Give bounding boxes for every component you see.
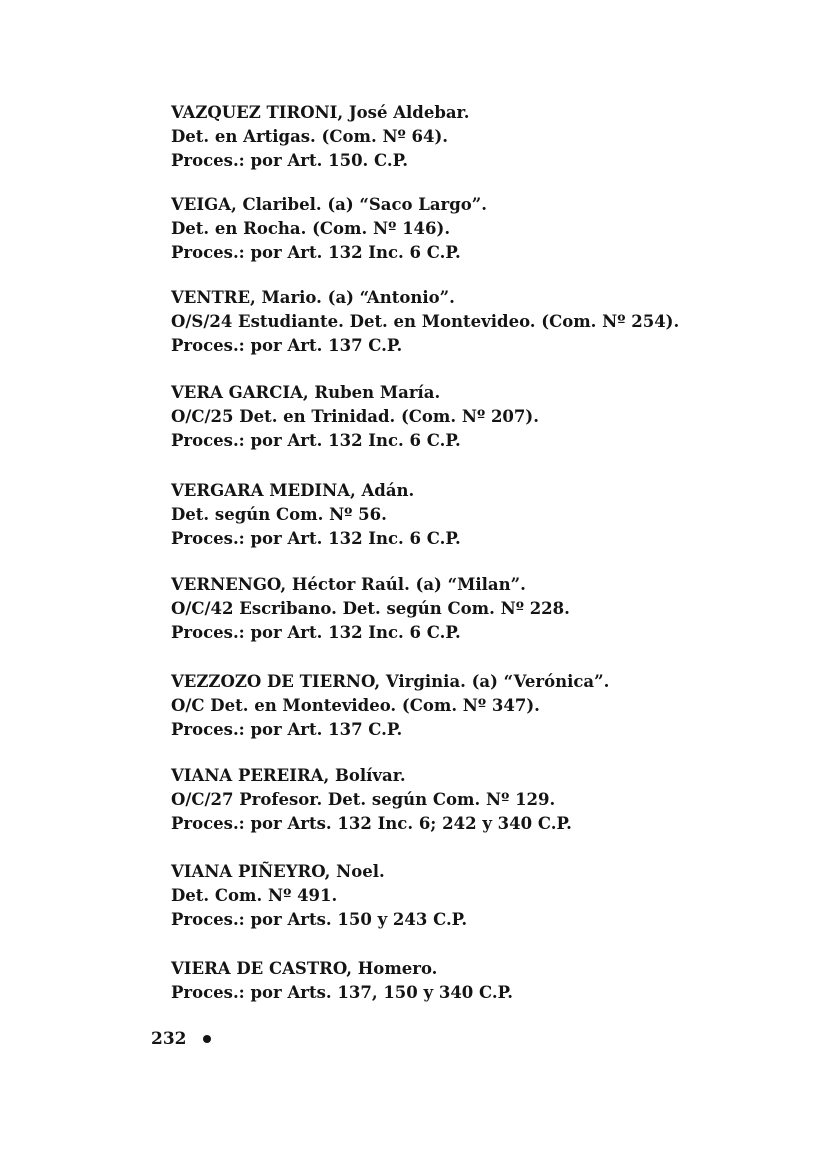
- entry-detail: O/C/42 Escribano. Det. según Com. Nº 228.: [171, 599, 570, 618]
- entry-vergara-medina: [171, 479, 461, 551]
- entry-viera-de-castro: [171, 957, 513, 1005]
- entry-process: Proces.: por Art. 132 Inc. 6 C.P.: [171, 431, 461, 450]
- entry-process: Proces.: por Art. 132 Inc. 6 C.P.: [171, 529, 461, 548]
- entry-vera-garcia: [171, 381, 539, 453]
- entry-vernengo: [171, 573, 570, 645]
- entry-detail: O/C/27 Profesor. Det. según Com. Nº 129.: [171, 790, 556, 809]
- entry-name: VEZZOZO DE TIERNO, Virginia. (a) “Verónica”.: [171, 672, 610, 691]
- entry-vezzozo-de-tierno: [171, 670, 609, 742]
- entry-vazquez-tironi: [171, 101, 469, 173]
- entry-process: Proces.: por Arts. 132 Inc. 6; 242 y 340 C.P.: [171, 814, 572, 833]
- entry-name: VAZQUEZ TIRONI, José Aldebar.: [171, 103, 470, 122]
- entry-detail: Det. según Com. Nº 56.: [171, 505, 387, 524]
- entry-detail: Det. Com. Nº 491.: [171, 886, 338, 905]
- entry-detail: O/C Det. en Montevideo. (Com. Nº 347).: [171, 696, 540, 715]
- entry-viana-pereira: [171, 764, 572, 836]
- bullet-icon: [203, 1035, 211, 1043]
- entry-name: VIANA PEREIRA, Bolívar.: [171, 766, 406, 785]
- entry-detail: O/C/25 Det. en Trinidad. (Com. Nº 207).: [171, 407, 539, 426]
- entry-detail: Det. en Artigas. (Com. Nº 64).: [171, 127, 449, 146]
- entry-name: VEIGA, Claribel. (a) “Saco Largo”.: [171, 195, 488, 214]
- entry-veiga: [171, 193, 487, 265]
- entry-process: Proces.: por Art. 132 Inc. 6 C.P.: [171, 243, 461, 262]
- entry-name: VERGARA MEDINA, Adán.: [171, 481, 415, 500]
- entry-process: Proces.: por Art. 137 C.P.: [171, 720, 403, 739]
- entry-detail: O/S/24 Estudiante. Det. en Montevideo. (Com. Nº 254).: [171, 312, 680, 331]
- entry-detail: Det. en Rocha. (Com. Nº 146).: [171, 219, 451, 238]
- entry-process: Proces.: por Arts. 137, 150 y 340 C.P.: [171, 983, 514, 1002]
- entry-process: Proces.: por Arts. 150 y 243 C.P.: [171, 910, 468, 929]
- entry-viana-pineyro: [171, 860, 467, 932]
- page-footer: [151, 1029, 211, 1049]
- entry-name: VERA GARCIA, Ruben María.: [171, 383, 441, 402]
- entry-process: Proces.: por Art. 137 C.P.: [171, 336, 403, 355]
- entry-process: Proces.: por Art. 132 Inc. 6 C.P.: [171, 623, 461, 642]
- entry-name: VERNENGO, Héctor Raúl. (a) “Milan”.: [171, 575, 526, 594]
- entry-process: Proces.: por Art. 150. C.P.: [171, 151, 409, 170]
- entry-name: VENTRE, Mario. (a) “Antonio”.: [171, 288, 455, 307]
- entry-name: VIERA DE CASTRO, Homero.: [171, 959, 438, 978]
- entry-ventre: [171, 286, 679, 358]
- entry-name: VIANA PIÑEYRO, Noel.: [171, 862, 385, 881]
- page-number: 232: [151, 1029, 187, 1049]
